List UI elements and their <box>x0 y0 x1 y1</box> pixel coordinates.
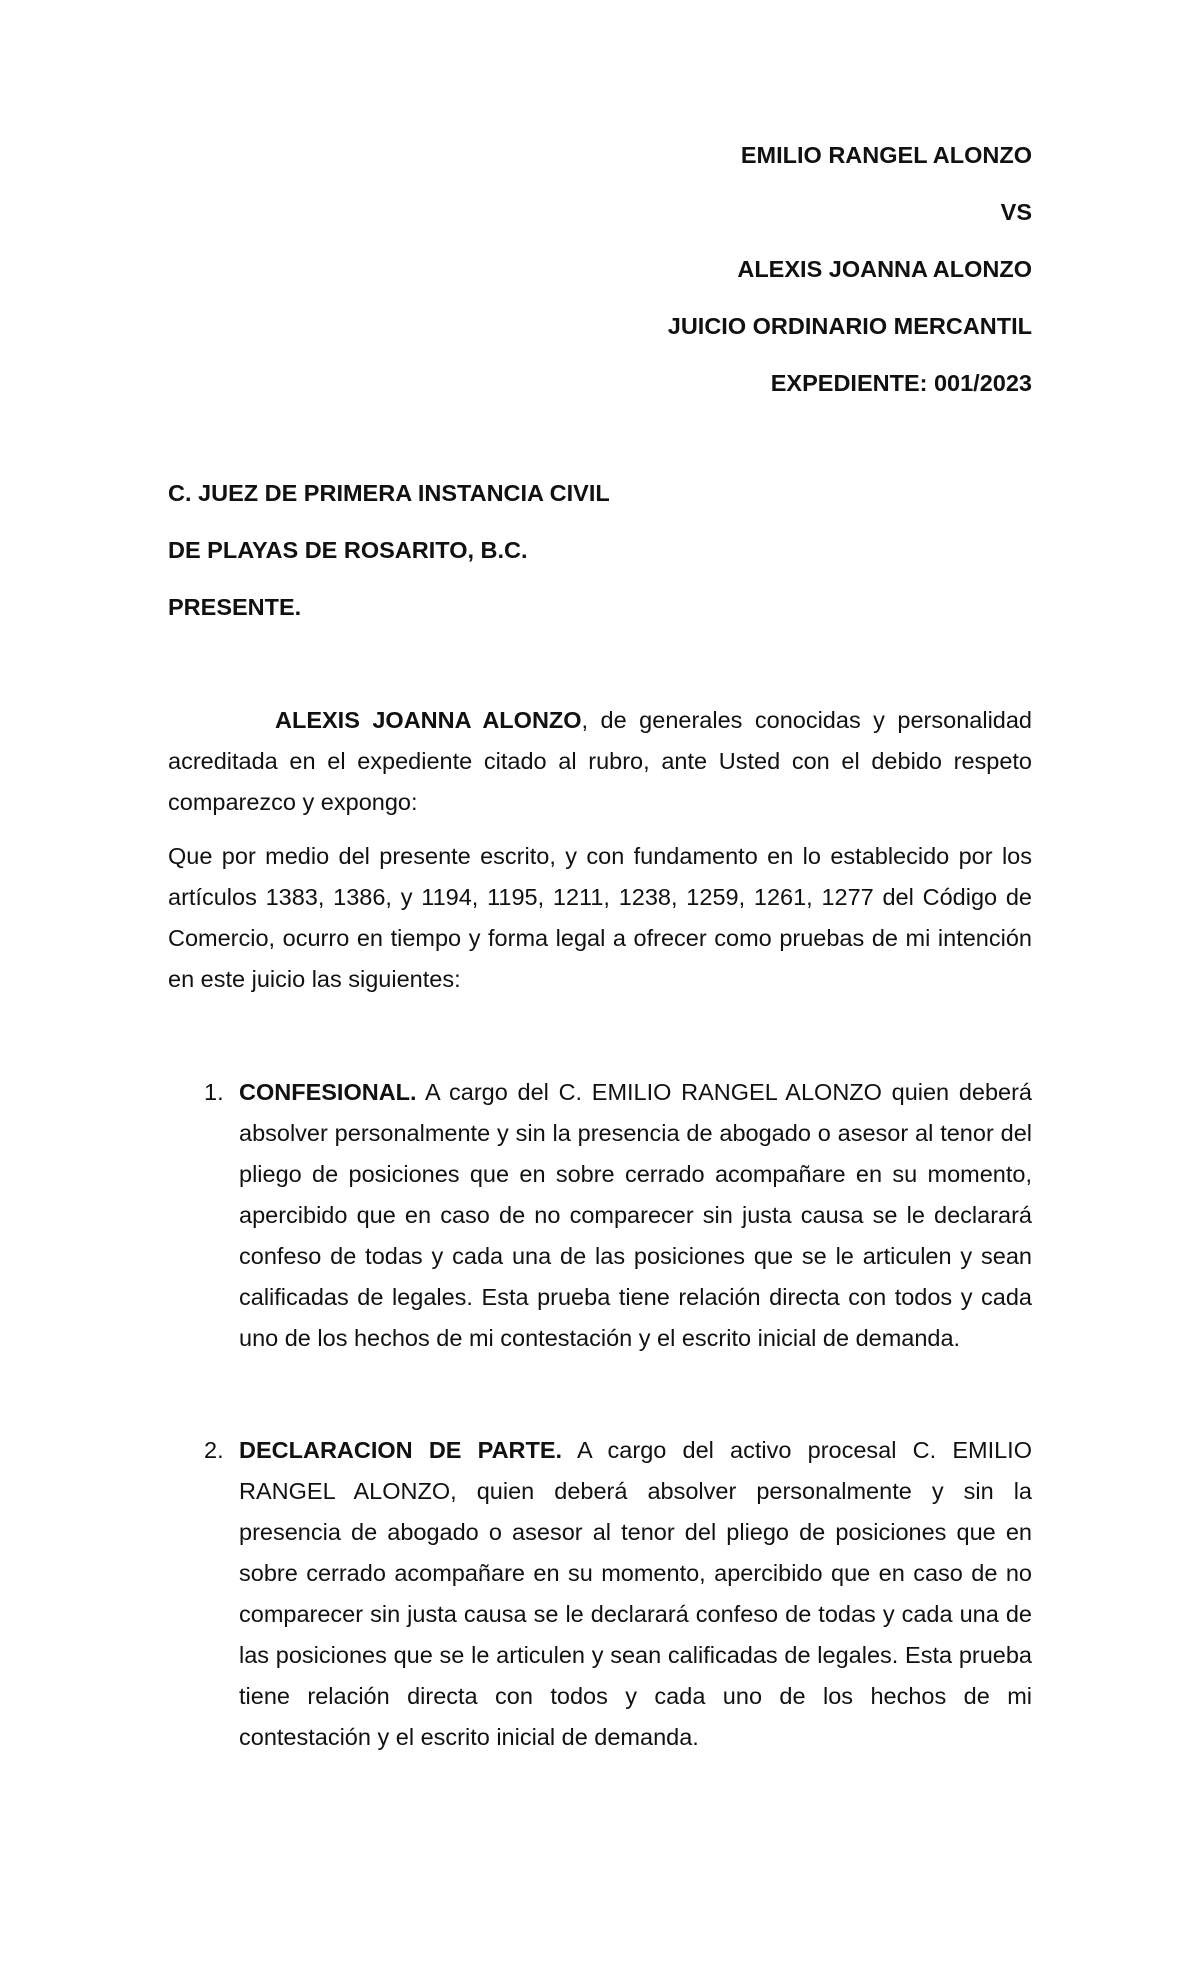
proof-title: CONFESIONAL. <box>239 1079 417 1105</box>
case-file-number: EXPEDIENTE: 001/2023 <box>770 370 1032 396</box>
proof-item <box>168 1072 1032 1359</box>
versus-label: VS <box>1000 199 1032 225</box>
addressee-block <box>168 478 610 649</box>
intro-party-name: ALEXIS JOANNA ALONZO <box>275 707 582 733</box>
intro-text: , de generales conocidas y personalidad acreditada en el expediente citado al rubro, ante Usted con el debido respeto comparezco y expongo: <box>168 707 1032 815</box>
proof-text: A cargo del activo procesal C. EMILIO RANGEL ALONZO, quien deberá absolver personalmente y sin la presencia de abogado o asesor al tenor del pliego de posiciones que en sobre cerrado acompañare en su momento, apercibido que en caso de no comparecer sin justa causa se le declarará confeso de todas y cada una de las posiciones que se le articulen y sean calificadas de legales. Esta prueba tiene relación directa con todos y cada uno de los hechos de mi contestación y el escrito inicial de demanda. <box>239 1437 1032 1750</box>
addressee-location: DE PLAYAS DE ROSARITO, B.C. <box>168 537 528 563</box>
proof-text: A cargo del C. EMILIO RANGEL ALONZO quien deberá absolver personalmente y sin la presencia de abogado o asesor al tenor del pliego de posiciones que en sobre cerrado acompañare en su momento, apercibido que en caso de no comparecer sin justa causa se le declarará confeso de todas y cada una de las posiciones que se le articulen y sean calificadas de legales. Esta prueba tiene relación directa con todos y cada uno de los hechos de mi contestación y el escrito inicial de demanda. <box>239 1079 1032 1351</box>
proof-number: 2. <box>204 1437 224 1463</box>
proof-title: DECLARACION DE PARTE. <box>239 1437 563 1463</box>
proof-list-second <box>168 1430 1032 1758</box>
purpose-paragraph: Que por medio del presente escrito, y con fundamento en lo establecido por los artículos 1383, 1386, y 1194, 1195, 1211, 1238, 1259, 1261, 1277 del Código de Comercio, ocurro en tiempo y forma legal a ofrecer como pruebas de mi intención en este juicio las siguientes: <box>168 843 1032 992</box>
defendant-name: ALEXIS JOANNA ALONZO <box>737 256 1032 282</box>
case-header <box>668 140 1032 425</box>
intro-paragraph <box>168 700 1032 823</box>
trial-type: JUICIO ORDINARIO MERCANTIL <box>667 313 1032 339</box>
proof-item <box>168 1430 1032 1758</box>
proof-number: 1. <box>204 1079 224 1105</box>
addressee-present: PRESENTE. <box>168 594 302 620</box>
proof-list-first <box>168 1072 1032 1359</box>
plaintiff-name: EMILIO RANGEL ALONZO <box>740 142 1032 168</box>
addressee-judge: C. JUEZ DE PRIMERA INSTANCIA CIVIL <box>168 480 610 506</box>
